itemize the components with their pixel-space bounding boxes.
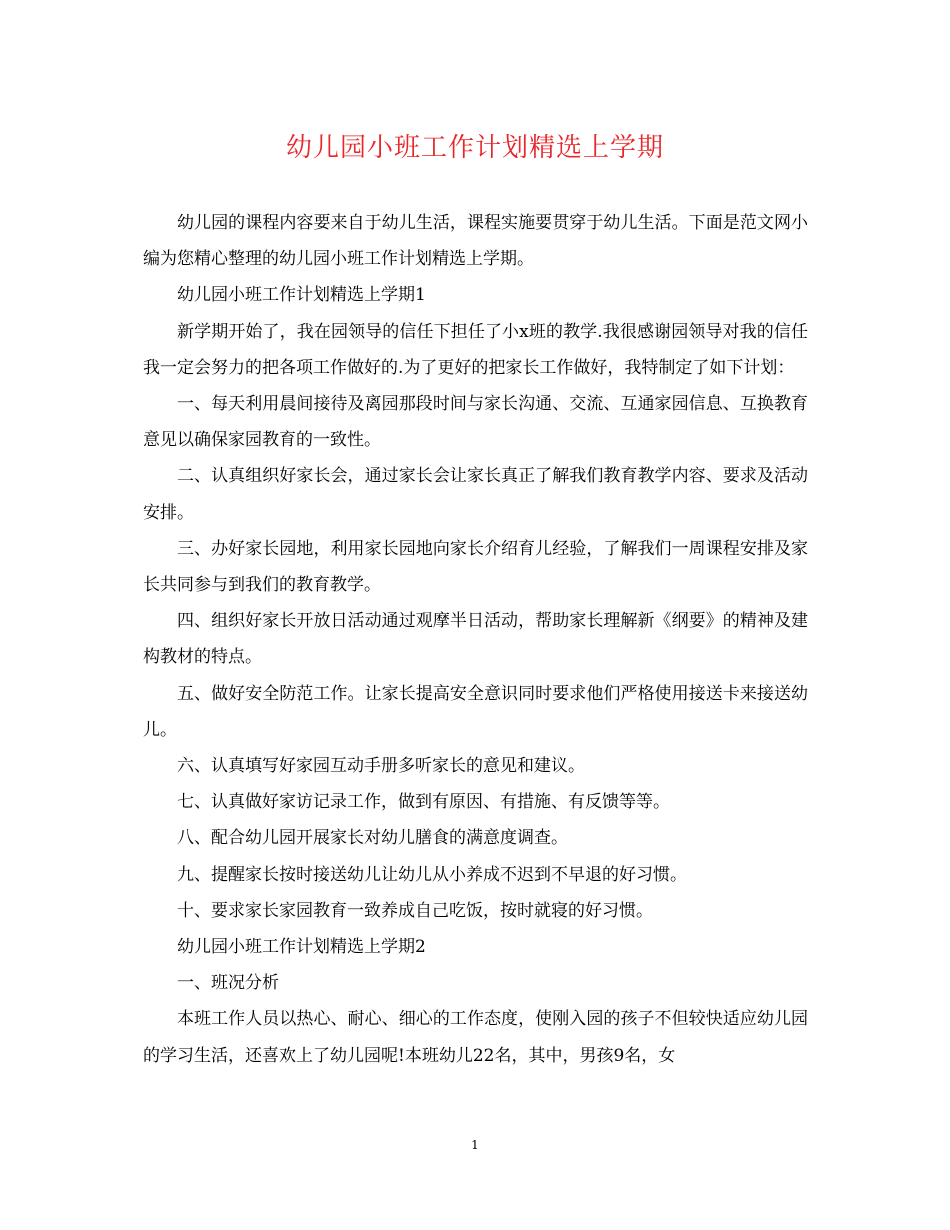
list-item: 一、每天利用晨间接待及离园那段时间与家长沟通、交流、互通家园信息、互换教育意见以确保家园教育的一致性。	[143, 394, 808, 451]
section-heading: 幼儿园小班工作计划精选上学期2	[177, 937, 426, 958]
document-title: 幼儿园小班工作计划精选上学期	[285, 133, 664, 163]
list-item: 十、要求家长家园教育一致养成自己吃饭，按时就寝的好习惯。	[177, 900, 653, 921]
list-item: 六、认真填写好家园互动手册多听家长的意见和建议。	[177, 756, 585, 777]
paragraph: 幼儿园的课程内容要来自于幼儿生活，课程实施要贯穿于幼儿生活。下面是范文网小编为您精心整理的幼儿园小班工作计划精选上学期。	[143, 213, 808, 270]
list-item: 八、配合幼儿园开展家长对幼儿膳食的满意度调查。	[177, 828, 568, 849]
list-item: 五、做好安全防范工作。让家长提高安全意识同时要求他们严格使用接送卡来接送幼儿。	[143, 683, 808, 740]
list-item: 二、认真组织好家长会，通过家长会让家长真正了解我们教育教学内容、要求及活动安排。	[143, 466, 808, 523]
list-item: 九、提醒家长按时接送幼儿让幼儿从小养成不迟到不早退的好习惯。	[177, 864, 687, 885]
list-item: 七、认真做好家访记录工作，做到有原因、有措施、有反馈等等。	[177, 792, 670, 813]
paragraph: 本班工作人员以热心、耐心、细心的工作态度，使刚入园的孩子不但较快适应幼儿园的学习生活，还喜欢上了幼儿园呢!本班幼儿22名，其中，男孩9名，女	[143, 1009, 808, 1066]
page-number: 1	[471, 1138, 479, 1152]
paragraph: 新学期开始了，我在园领导的信任下担任了小x班的教学.我很感谢园领导对我的信任我一定会努力的把各项工作做好的.为了更好的把家长工作做好，我特制定了如下计划：	[143, 321, 808, 378]
list-item: 三、办好家长园地，利用家长园地向家长介绍育儿经验，了解我们一周课程安排及家长共同参与到我们的教育教学。	[143, 538, 808, 596]
document-body	[143, 205, 808, 1074]
subsection-heading: 一、班况分析	[177, 973, 279, 994]
section-heading: 幼儿园小班工作计划精选上学期1	[177, 285, 426, 306]
list-item: 四、组织好家长开放日活动通过观摩半日活动，帮助家长理解新《纲要》的精神及建构教材的特点。	[143, 611, 808, 668]
